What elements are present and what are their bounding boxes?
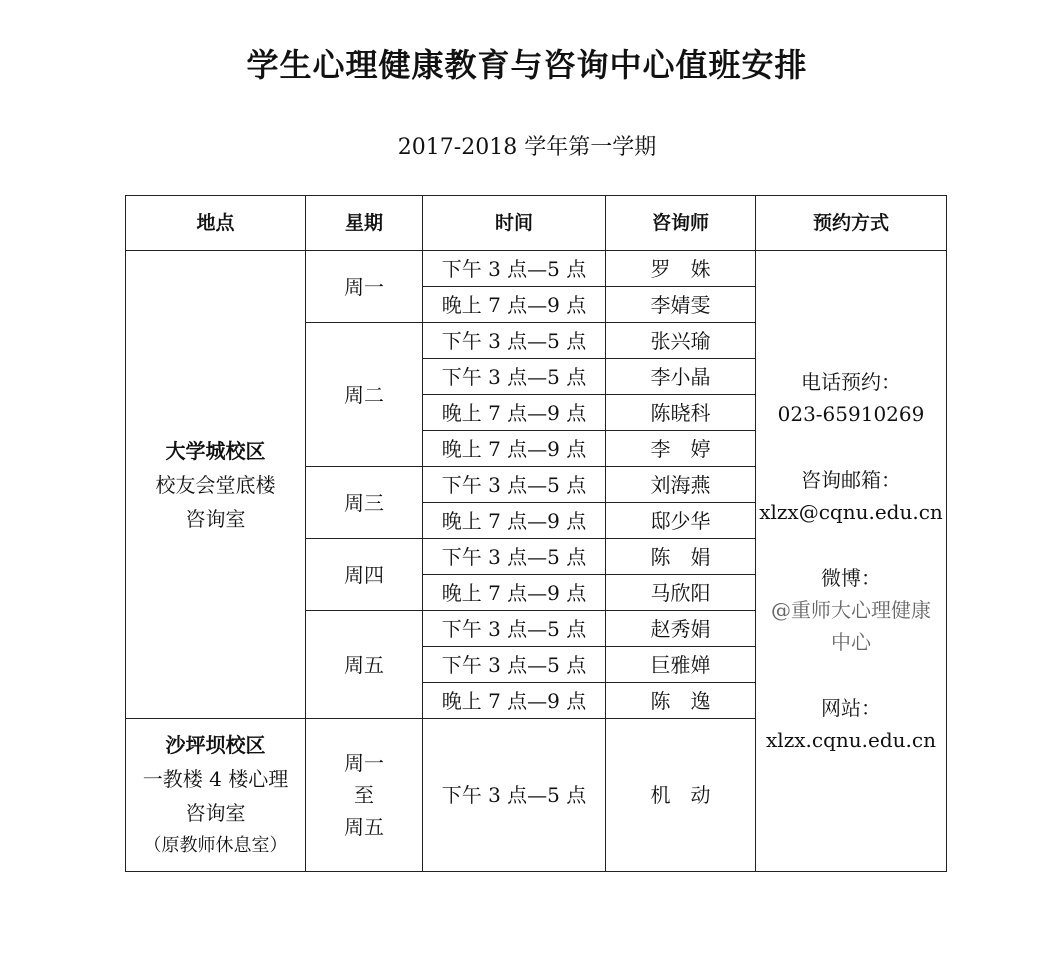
campus-building: 校友会堂底楼: [155, 472, 276, 497]
phone-number: 023-65910269: [777, 402, 925, 426]
counselor-cell: 李婧雯: [606, 287, 756, 323]
campus-university-town: [126, 251, 306, 719]
time-cell: 下午 3 点—5 点: [423, 251, 606, 287]
campus-room: 咨询室: [185, 506, 246, 531]
time-cell: 下午 3 点—5 点: [423, 647, 606, 683]
website-label: 网站：: [821, 696, 881, 720]
booking-contact-info: [756, 251, 947, 872]
header-time: 时间: [423, 196, 606, 251]
table-header-row: [126, 196, 947, 251]
website-url: xlzx.cqnu.edu.cn: [766, 728, 936, 752]
weekday-range: [306, 719, 423, 872]
counselor-cell: 赵秀娟: [606, 611, 756, 647]
counselor-cell: 罗 姝: [606, 251, 756, 287]
counselor-cell: 马欣阳: [606, 575, 756, 611]
time-cell: 下午 3 点—5 点: [423, 323, 606, 359]
weekday-tuesday: 周二: [306, 323, 423, 467]
counselor-cell: 陈晓科: [606, 395, 756, 431]
weekday-wednesday: 周三: [306, 467, 423, 539]
weekday-thursday: 周四: [306, 539, 423, 611]
range-end-day: 周五: [344, 815, 384, 839]
campus-room: 咨询室: [185, 801, 246, 825]
counselor-cell: 陈 娟: [606, 539, 756, 575]
phone-label: 电话预约：: [801, 370, 901, 394]
header-location: 地点: [126, 196, 306, 251]
campus-name: 沙坪坝校区: [165, 733, 266, 757]
campus-building: 一教楼 4 楼心理: [142, 767, 289, 791]
email-address: xlzx@cqnu.edu.cn: [759, 500, 943, 524]
counselor-cell: 刘海燕: [606, 467, 756, 503]
time-cell: 晚上 7 点—9 点: [423, 575, 606, 611]
weekday-friday: 周五: [306, 611, 423, 719]
header-weekday: 星期: [306, 196, 423, 251]
page-title: 学生心理健康教育与咨询中心值班安排: [246, 46, 808, 84]
time-cell: 下午 3 点—5 点: [423, 359, 606, 395]
time-cell: 下午 3 点—5 点: [423, 719, 606, 872]
counselor-cell: 李小晶: [606, 359, 756, 395]
campus-room-note: （原教师休息室）: [143, 835, 288, 856]
email-label: 咨询邮箱：: [801, 468, 901, 492]
range-to-word: 至: [354, 783, 374, 807]
campus-shapingba: [126, 719, 306, 872]
counselor-cell: 机 动: [606, 719, 756, 872]
time-cell: 晚上 7 点—9 点: [423, 287, 606, 323]
weibo-handle-line2: 中心: [831, 630, 871, 654]
duty-schedule-table: [125, 195, 947, 872]
time-cell: 下午 3 点—5 点: [423, 539, 606, 575]
time-cell: 下午 3 点—5 点: [423, 611, 606, 647]
time-cell: 晚上 7 点—9 点: [423, 503, 606, 539]
weibo-handle-line1: @重师大心理健康: [771, 598, 931, 622]
counselor-cell: 邸少华: [606, 503, 756, 539]
weekday-monday: 周一: [306, 251, 423, 323]
counselor-cell: 张兴瑜: [606, 323, 756, 359]
table-row: [126, 251, 947, 287]
campus-name: 大学城校区: [165, 438, 266, 463]
time-cell: 晚上 7 点—9 点: [423, 683, 606, 719]
counselor-cell: 李 婷: [606, 431, 756, 467]
header-booking-method: 预约方式: [756, 196, 947, 251]
time-cell: 晚上 7 点—9 点: [423, 431, 606, 467]
range-start-day: 周一: [344, 751, 384, 775]
time-cell: 下午 3 点—5 点: [423, 467, 606, 503]
time-cell: 晚上 7 点—9 点: [423, 395, 606, 431]
semester-subtitle: 2017-2018 学年第一学期: [397, 135, 657, 160]
header-counselor: 咨询师: [606, 196, 756, 251]
counselor-cell: 巨雅婵: [606, 647, 756, 683]
counselor-cell: 陈 逸: [606, 683, 756, 719]
weibo-label: 微博：: [821, 566, 881, 590]
